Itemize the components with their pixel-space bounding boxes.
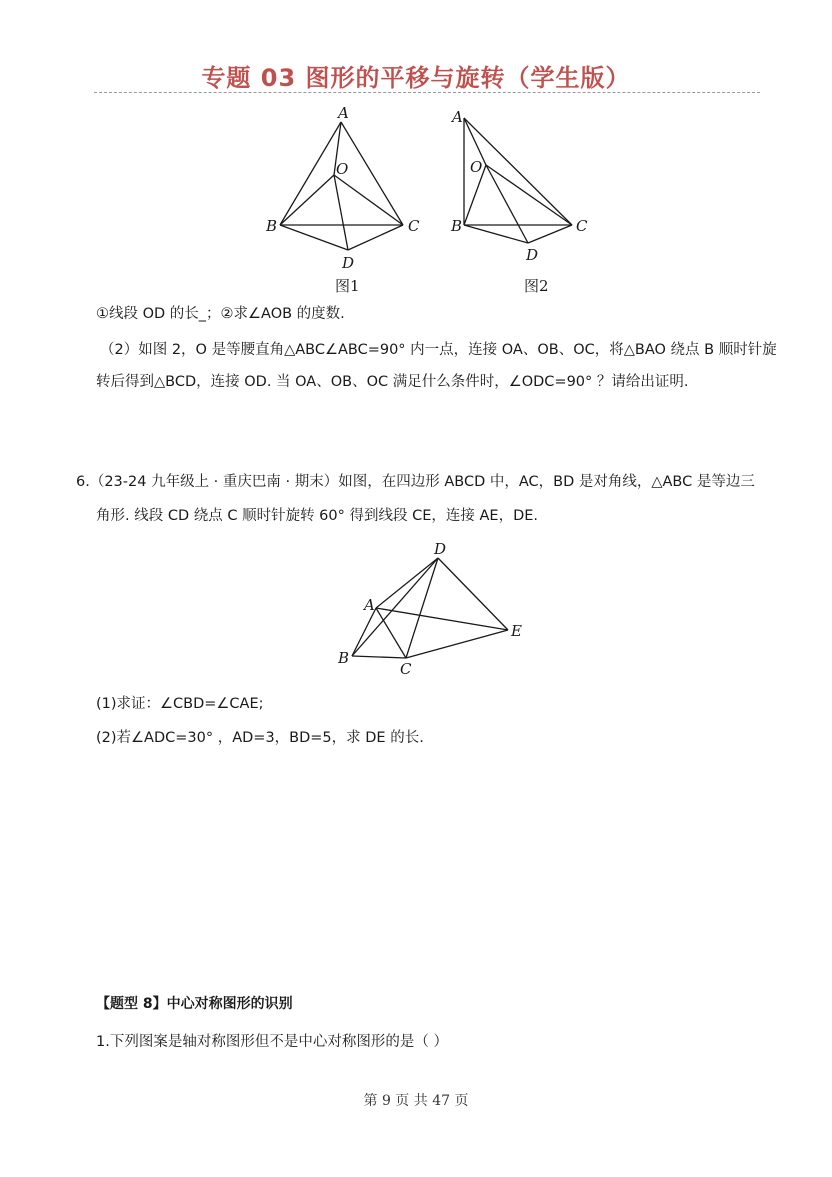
fig2-label-a: A [452, 108, 463, 126]
fig2-label-d: D [526, 246, 539, 264]
p6-label-c: C [400, 660, 412, 678]
problem6-line1: 6.（23-24 九年级上 · 重庆巴南 · 期末）如图，在四边形 ABCD 中，AC，BD 是对角线，△ABC 是等边三 [76, 474, 755, 490]
problem6-figure [330, 538, 530, 678]
header-divider [94, 92, 760, 93]
p6-label-b: B [338, 649, 350, 667]
problem5-q2-line1: （2）如图 2，O 是等腰直角△ABC∠ABC=90° 内一点，连接 OA、OB、OC，将△BAO 绕点 B 顺时针旋 [100, 342, 777, 358]
problem5-q2-line2: 转后得到△BCD，连接 OD. 当 OA、OB、OC 满足什么条件时，∠ODC=90° ？请给出证明. [96, 374, 689, 390]
figure-2-diagram [448, 100, 598, 275]
p6-label-a: A [364, 596, 375, 614]
problem6-sub2: (2)若∠ADC=30° ，AD=3，BD=5，求 DE 的长. [96, 730, 424, 746]
p6-label-d: D [434, 540, 447, 558]
section8-heading: 【题型 8】中心对称图形的识别 [96, 996, 293, 1012]
fig2-label-b: B [451, 217, 463, 235]
figure-2-caption: 图2 [524, 277, 549, 295]
figure-1-diagram [262, 100, 432, 275]
problem6-line2: 角形. 线段 CD 绕点 C 顺时针旋转 60° 得到线段 CE，连接 AE，DE. [96, 508, 539, 524]
figure-2 [448, 100, 598, 275]
fig2-label-c: C [576, 217, 588, 235]
problem6-sub1: (1)求证：∠CBD=∠CAE; [96, 696, 264, 712]
fig1-label-b: B [266, 217, 278, 235]
fig1-label-a: A [338, 104, 349, 122]
fig1-label-c: C [408, 217, 420, 235]
section8-q1: 1.下列图案是轴对称图形但不是中心对称图形的是（ ） [96, 1034, 448, 1050]
page-footer: 第 9 页 共 47 页 [363, 1093, 469, 1109]
page-header-title: 专题 03 图形的平移与旋转（学生版） [201, 64, 631, 92]
figure-1 [262, 100, 432, 275]
fig2-label-o: O [470, 158, 483, 176]
problem6-diagram [330, 538, 530, 678]
problem5-q1: ①线段 OD 的长_；②求∠AOB 的度数. [96, 306, 345, 322]
fig1-label-d: D [342, 254, 355, 272]
figure-1-caption: 图1 [335, 277, 360, 295]
fig1-label-o: O [336, 160, 349, 178]
p6-label-e: E [511, 622, 522, 640]
